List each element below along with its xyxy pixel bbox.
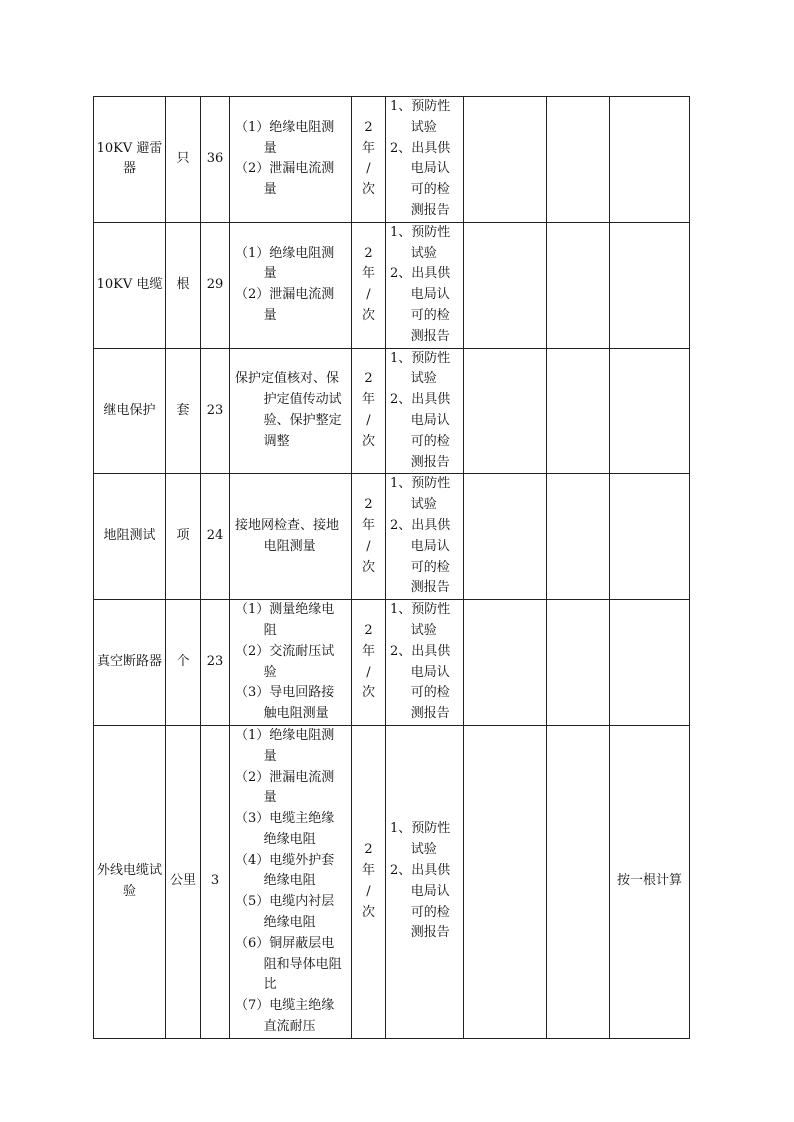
frequency-line: 2: [364, 371, 373, 387]
table-row: [94, 348, 690, 474]
extra-cell-7: [464, 348, 547, 474]
equipment-name-cell: 地阻测试: [94, 474, 166, 600]
test-items-cell: [230, 474, 352, 600]
equipment-name-cell: 10KV 电缆: [94, 222, 166, 348]
test-item-line: （2）泄漏电流测量: [235, 161, 335, 198]
frequency-line: 年: [361, 392, 375, 408]
frequency-line: 次: [361, 559, 375, 575]
frequency-line: 2: [364, 622, 373, 638]
frequency-cell: [352, 600, 386, 726]
test-item-line: （7）电缆主绝缘直流耐压: [235, 998, 335, 1035]
test-items-cell: [230, 97, 352, 223]
unit-cell: 项: [166, 474, 201, 600]
frequency-line: 2: [364, 245, 373, 261]
test-item-line: （2）交流耐压试验: [235, 643, 335, 680]
remark-cell: [610, 600, 690, 726]
test-items-cell: [230, 348, 352, 474]
frequency-line: 2: [364, 119, 373, 135]
frequency-line: 年: [361, 863, 375, 879]
test-item-line: （3）电缆主绝缘绝缘电阻: [235, 811, 335, 847]
extra-cell-7: [464, 474, 547, 600]
requirement-line: 1、预防性试验: [390, 224, 451, 261]
remark-cell: [610, 222, 690, 348]
quantity-cell: 3: [201, 725, 230, 1038]
frequency-cell: [352, 348, 386, 474]
requirements-cell: [386, 474, 464, 600]
test-item-line: （1）绝缘电阻测量: [235, 245, 335, 282]
test-item-line: （2）泄漏电流测量: [235, 287, 335, 323]
unit-cell: 个: [166, 600, 201, 726]
test-item-line: （6）铜屏蔽层电阻和导体电阻比: [235, 935, 342, 993]
test-item-line: （5）电缆内衬层绝缘电阻: [235, 894, 335, 931]
extra-cell-7: [464, 97, 547, 223]
table-row: [94, 474, 690, 600]
frequency-line: /: [366, 883, 371, 899]
frequency-cell: [352, 725, 386, 1038]
requirement-line: 1、预防性试验: [390, 821, 451, 858]
table-row: [94, 600, 690, 726]
test-item-line: （2）泄漏电流测量: [235, 769, 335, 806]
frequency-line: /: [366, 664, 371, 680]
extra-cell-8: [547, 222, 610, 348]
requirement-line: 2、出具供电局认可的检测报告: [390, 140, 451, 218]
requirement-line: 2、出具供电局认可的检测报告: [390, 643, 451, 722]
requirements-cell: [386, 222, 464, 348]
requirement-line: 1、预防性试验: [390, 99, 451, 135]
unit-cell: 套: [166, 348, 201, 474]
quantity-cell: 23: [201, 600, 230, 726]
frequency-line: 年: [361, 266, 375, 282]
unit-cell: 只: [166, 97, 201, 223]
remark-cell: [610, 348, 690, 474]
extra-cell-7: [464, 600, 547, 726]
frequency-cell: [352, 222, 386, 348]
test-items-cell: [230, 222, 352, 348]
test-item-line: （1）测量绝缘电阻: [235, 602, 335, 638]
quantity-cell: 23: [201, 348, 230, 474]
requirement-line: 1、预防性试验: [390, 350, 451, 387]
frequency-line: 2: [364, 497, 373, 513]
table-row: [94, 222, 690, 348]
extra-cell-8: [547, 348, 610, 474]
requirements-cell: [386, 600, 464, 726]
extra-cell-8: [547, 600, 610, 726]
test-items-cell: [230, 725, 352, 1038]
frequency-line: 次: [361, 182, 375, 198]
requirement-line: 1、预防性试验: [390, 602, 451, 638]
extra-cell-7: [464, 725, 547, 1038]
extra-cell-8: [547, 97, 610, 223]
equipment-name-cell: 外线电缆试验: [94, 725, 166, 1038]
frequency-line: 次: [361, 685, 375, 701]
frequency-line: /: [366, 287, 371, 303]
test-item-line: （1）绝缘电阻测量: [235, 119, 335, 156]
equipment-name-cell: 10KV 避雷器: [94, 97, 166, 223]
quantity-cell: 36: [201, 97, 230, 223]
table-row: [94, 97, 690, 223]
requirements-cell: [386, 97, 464, 223]
unit-cell: 根: [166, 222, 201, 348]
extra-cell-8: [547, 725, 610, 1038]
frequency-cell: [352, 474, 386, 600]
remark-cell: [610, 97, 690, 223]
requirements-cell: [386, 725, 464, 1038]
frequency-line: 次: [361, 307, 375, 323]
remark-cell: 按一根计算: [610, 725, 690, 1038]
quantity-cell: 29: [201, 222, 230, 348]
test-item-line: 接地网检查、接地电阻测量: [235, 517, 340, 554]
extra-cell-8: [547, 474, 610, 600]
frequency-line: 次: [361, 904, 375, 920]
extra-cell-7: [464, 222, 547, 348]
test-item-line: （3）导电回路接触电阻测量: [235, 685, 335, 722]
table-body: [94, 97, 690, 1039]
frequency-line: /: [366, 538, 371, 554]
frequency-line: 年: [361, 140, 375, 156]
test-item-line: 保护定值核对、保护定值传动试验、保护整定调整: [235, 371, 342, 449]
remark-cell: [610, 474, 690, 600]
test-item-line: （4）电缆外护套绝缘电阻: [235, 852, 335, 889]
requirement-line: 2、出具供电局认可的检测报告: [390, 266, 451, 344]
requirement-line: 2、出具供电局认可的检测报告: [390, 863, 451, 941]
test-schedule-table: [93, 96, 690, 1039]
quantity-cell: 24: [201, 474, 230, 600]
requirement-line: 2、出具供电局认可的检测报告: [390, 517, 451, 596]
requirement-line: 1、预防性试验: [390, 476, 451, 513]
frequency-cell: [352, 97, 386, 223]
frequency-line: 年: [361, 643, 375, 659]
unit-cell: 公里: [166, 725, 201, 1038]
equipment-name-cell: 继电保护: [94, 348, 166, 474]
frequency-line: /: [366, 412, 371, 428]
equipment-name-cell: 真空断路器: [94, 600, 166, 726]
test-item-line: （1）绝缘电阻测量: [235, 727, 335, 764]
requirements-cell: [386, 348, 464, 474]
test-items-cell: [230, 600, 352, 726]
table-row: [94, 725, 690, 1038]
frequency-line: 年: [361, 517, 375, 533]
requirement-line: 2、出具供电局认可的检测报告: [390, 392, 451, 470]
frequency-line: 2: [364, 842, 373, 858]
frequency-line: /: [366, 161, 371, 177]
frequency-line: 次: [361, 433, 375, 449]
